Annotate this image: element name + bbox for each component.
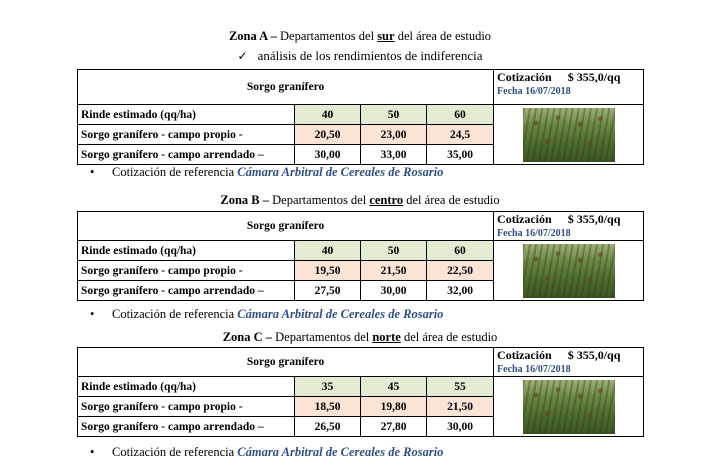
price-label: Cotización <box>497 70 552 84</box>
price-label: Cotización <box>497 348 552 362</box>
zone-c-direction: norte <box>372 330 401 344</box>
reference-note <box>90 164 443 180</box>
sorghum-field-image <box>523 244 615 298</box>
rented-field-cell: 35,00 <box>427 145 494 165</box>
price-date: Fecha 16/07/2018 <box>497 228 571 239</box>
price-cell <box>494 348 644 377</box>
rented-field-cell: 33,00 <box>361 145 427 165</box>
reference-note-text: Cotización de referencia <box>112 307 238 321</box>
price-value: $ 355,0/qq <box>567 212 621 226</box>
zone-b-label: Zona B – <box>220 193 270 207</box>
sorghum-field-photo <box>494 377 644 437</box>
row-label-rented-field: Sorgo granífero - campo arrendado – <box>78 417 295 437</box>
zone-a-direction: sur <box>377 29 395 43</box>
zone-a-title-text: Departamentos del <box>276 29 378 43</box>
zone-a-title <box>0 28 720 44</box>
rented-field-cell: 30,00 <box>427 417 494 437</box>
reference-source: Cámara Arbitral de Cereales de Rosario <box>237 307 444 321</box>
row-label-yield: Rinde estimado (qq/ha) <box>78 377 295 397</box>
reference-note-text: Cotización de referencia <box>112 165 238 179</box>
price-value: $ 355,0/qq <box>567 70 621 84</box>
rented-field-cell: 26,50 <box>295 417 361 437</box>
sorghum-field-photo <box>494 105 644 165</box>
rented-field-cell: 30,00 <box>295 145 361 165</box>
crop-header: Sorgo granífero <box>78 70 494 105</box>
row-label-yield: Rinde estimado (qq/ha) <box>78 105 295 125</box>
zone-b-table <box>77 211 644 301</box>
checkmark-icon: ✓ <box>237 49 248 63</box>
rented-field-cell: 27,50 <box>295 281 361 301</box>
zone-a-table <box>77 69 644 165</box>
rented-field-cell: 30,00 <box>361 281 427 301</box>
row-label-yield: Rinde estimado (qq/ha) <box>78 241 295 261</box>
sorghum-field-image <box>523 380 615 434</box>
own-field-cell: 19,50 <box>295 261 361 281</box>
price-cell <box>494 70 644 105</box>
own-field-cell: 21,50 <box>361 261 427 281</box>
own-field-cell: 22,50 <box>427 261 494 281</box>
analysis-subtitle <box>0 48 720 64</box>
sorghum-field-image <box>523 108 615 162</box>
zone-c-title-suffix: del área de estudio <box>400 330 498 344</box>
reference-source: Cámara Arbitral de Cereales de Rosario <box>237 445 444 459</box>
row-label-own-field: Sorgo granífero - campo propio - <box>78 397 295 417</box>
yield-cell: 60 <box>427 105 494 125</box>
own-field-cell: 21,50 <box>427 397 494 417</box>
own-field-cell: 20,50 <box>295 125 361 145</box>
zone-a-title-suffix: del área de estudio <box>394 29 492 43</box>
row-label-own-field: Sorgo granífero - campo propio - <box>78 261 295 281</box>
price-value: $ 355,0/qq <box>567 348 621 362</box>
zone-c-label: Zona C – <box>222 330 273 344</box>
zone-c-title <box>0 329 720 345</box>
own-field-cell: 19,80 <box>361 397 427 417</box>
price-date: Fecha 16/07/2018 <box>497 86 571 97</box>
yield-cell: 50 <box>361 105 427 125</box>
yield-cell: 45 <box>361 377 427 397</box>
sorghum-field-photo <box>494 241 644 301</box>
zone-c-table <box>77 347 644 437</box>
zone-a-label: Zona A – <box>228 29 277 43</box>
rented-field-cell: 27,80 <box>361 417 427 437</box>
zone-b-title <box>0 192 720 208</box>
row-label-rented-field: Sorgo granífero - campo arrendado – <box>78 145 295 165</box>
bullet-icon: • <box>90 165 95 179</box>
price-cell <box>494 212 644 241</box>
rented-field-cell: 32,00 <box>427 281 494 301</box>
zone-b-title-suffix: del área de estudio <box>403 193 500 207</box>
zone-c-title-text: Departamentos del <box>272 330 373 344</box>
price-date: Fecha 16/07/2018 <box>497 364 571 375</box>
own-field-cell: 24,5 <box>427 125 494 145</box>
row-label-own-field: Sorgo granífero - campo propio - <box>78 125 295 145</box>
reference-note <box>90 444 443 460</box>
crop-header: Sorgo granífero <box>78 348 494 377</box>
own-field-cell: 23,00 <box>361 125 427 145</box>
price-label: Cotización <box>497 212 552 226</box>
zone-b-direction: centro <box>369 193 404 207</box>
own-field-cell: 18,50 <box>295 397 361 417</box>
crop-header: Sorgo granífero <box>78 212 494 241</box>
reference-note <box>90 306 443 322</box>
zone-b-title-text: Departamentos del <box>269 193 370 207</box>
yield-cell: 35 <box>295 377 361 397</box>
yield-cell: 50 <box>361 241 427 261</box>
yield-cell: 60 <box>427 241 494 261</box>
yield-cell: 40 <box>295 241 361 261</box>
reference-note-text: Cotización de referencia <box>112 445 238 459</box>
bullet-icon: • <box>90 445 95 459</box>
row-label-rented-field: Sorgo granífero - campo arrendado – <box>78 281 295 301</box>
yield-cell: 40 <box>295 105 361 125</box>
analysis-subtitle-text: análisis de los rendimientos de indiferencia <box>257 48 483 63</box>
yield-cell: 55 <box>427 377 494 397</box>
reference-source: Cámara Arbitral de Cereales de Rosario <box>237 165 444 179</box>
bullet-icon: • <box>90 307 95 321</box>
